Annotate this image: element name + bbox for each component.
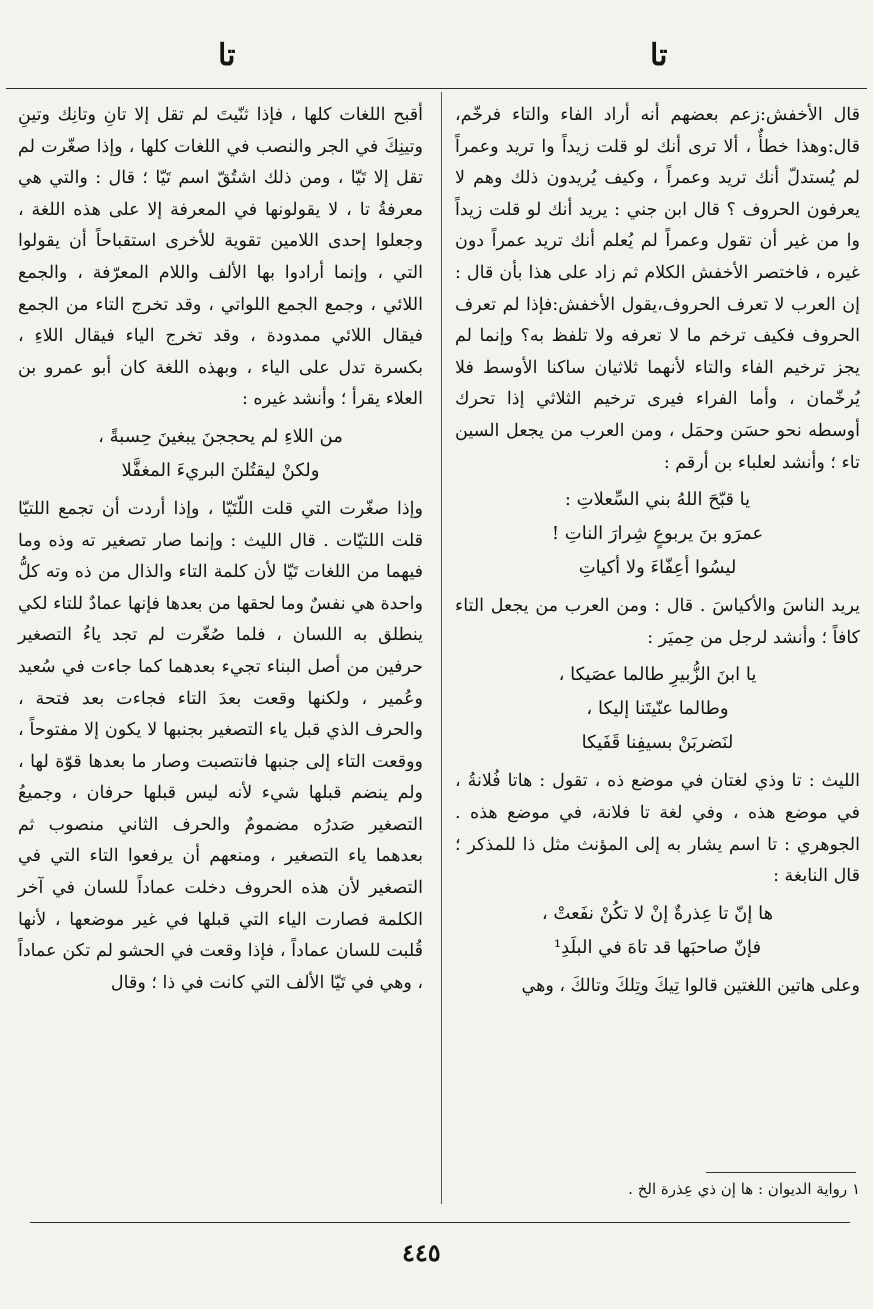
- footnote: ١ رواية الديوان : ها إن ذي عِذرة الخ .: [628, 1180, 860, 1198]
- verse-line: يا ابنَ الزُّبيرِ طالما عصَيكا ،: [558, 664, 757, 686]
- verse-line: ليسُوا أعِفّاءَ ولا أكياتِ: [578, 557, 737, 579]
- left-column: [18, 100, 423, 999]
- right-verse-3: [455, 897, 860, 965]
- header-word-right: تا: [650, 38, 668, 73]
- verse-line: ولكنْ ليقتُلنَ البريءَ المغفَّلا: [121, 459, 320, 481]
- verse-line: ها إنّ تا عِذرةٌ إنْ لا تكُنْ نفَعتْ ،: [541, 902, 774, 924]
- column-separator: [441, 92, 442, 1204]
- verse-line: من اللاءِ لم يحججنَ يبغينَ حِسبةً ،: [98, 425, 343, 447]
- footer-rule: [30, 1222, 850, 1223]
- right-paragraph-2: يريد الناسَ والأكياسَ . قال : ومن العرب من يجعل التاء كافاً ؛ وأنشد لرجل من حِميَر :: [455, 596, 860, 648]
- right-column: [455, 100, 860, 1002]
- verse-line: وطالما عنّيتَنا إليكا ،: [586, 698, 729, 720]
- right-paragraph-1: قال الأخفش:زعم بعضهم أنه أراد الفاء والتاء فرخّم، قال:وهذا خطأٌ ، ألا ترى أنك لو قلت زيداً وا تريد وعمراً لم يُستدلّ أنك تريد وعمراً ، وكيف يُريدون ذلك وهم لا يعرفون الحروف ؟ قال ابن جني : يريد أنك لو قلت زيداً وا من غير أن تقول وعمراً لم يُعلم أنك تريد عمراً دون غيره ، فاختصر الأخفش الكلام ثم زاد على هذا بأن قال : إن العرب لا تعرف الحروف،يقول الأخفش:فإذا لم تعرف الحروف فكيف ترخم ما لا تعرفه ولا تلفظ به؟ وإنما لم يجز ترخيم الفاء والتاء لأنهما ثلاثيان ساكنا الأوسط فلا يُرخّمان ، وأما الفراء فيرى ترخيم الثلاثي إذا تحرك أوسطه نحو حسَن وحمَل ، ومن العرب من يجعل السين تاء ؛ وأنشد لعلباء بن أرقم :: [455, 105, 860, 473]
- verse-line: يا قبّحَ اللهُ بني السِّعلاتِ :: [564, 489, 751, 511]
- right-paragraph-3: الليث : تا وذي لغتان في موضع ذه ، تقول : هاتا فُلانةُ ، في موضع هذه ، وفي لغة تا فلانة، في موضع هذه . الجوهري : تا اسم يشار به إلى المؤنث مثل ذا للمذكر ؛ قال النابغة :: [455, 771, 860, 887]
- header-word-left: تا: [218, 38, 236, 73]
- right-paragraph-4: وعلى هاتين اللغتين قالوا تِيكَ وتِلكَ وتالكَ ، وهي: [521, 975, 860, 996]
- right-verse-2: [455, 658, 860, 760]
- header-rule: [6, 88, 867, 89]
- right-verse-1: [455, 483, 860, 585]
- left-paragraph-2: وإذا صغّرت التي قلت اللّتَيّا ، وإذا أردت أن تجمع اللتيّا قلت اللتيّات . قال الليث : وإنما صار تصغير ته وذه وما فيهما من اللغات تَيّا لأن كلمة التاء والذال من ذه وته كلُّ واحدة هي نفسٌ وما لحقها من بعدها فإنها عمادٌ للتاء لكي ينطلق به اللسان ، فلما صُغّرت لم تجد ياءُ التصغير حرفين من أصل البناء تجيء بعدهما كما جاءت في سُعيد وعُمير ، ولكنها وقعت بعدَ التاء فجاءت بعد فتحة ، والحرف الذي قبل ياء التصغير بجنبها لا يكون إلا مفتوحاً ، ووقعت التاء إلى جنبها فانتصبت وصار ما بعدها قوّة لها ، ولم ينضم قبلها شيء لأنه ليس قبلها حرفان ، وجميعُ التصغير صَدرُه مضمومٌ والحرف الثاني منصوب ثم بعدهما ياء التصغير ، ومنعهم أن يرفعوا التاء التي في التصغير لأن هذه الحروف دخلت عماداً للسان في آخر الكلمة فصارت الياء التي قبلها في غير موضعها ، لأنها قُلبت للسان عماداً ، فإذا وقعت في الحشو لم تكن عماداً ، وهي في تَيّا الألف التي كانت في ذا ؛ وقال: [18, 498, 423, 993]
- verse-line: لنَضربَنْ بسيفِنا قَفَيكا: [581, 732, 734, 754]
- left-paragraph-1: أقبح اللغات كلها ، فإذا ثنّيتَ لم تقل إلا تانِ وتانِك وتينِ وتينِكَ في الجر والنصب في اللغات كلها ، وإذا صغّرت لم تقل إلا تَيّا ، ومن ذلك اشتُقّ اسم تَيّا ؛ قال : والتي هي معرفةُ تا ، لا يقولونها في المعرفة إلا على هذه اللغة ، وجعلوا إحدى اللامين تقوية للأخرى استقباحاً أن يقولوا التي ، وإنما أرادوا بها الألف واللام المعرّفة ، والجمع اللائي ، وجمع الجمع اللواتي ، وقد تخرج التاء من الجمع فيقال اللائي ممدودة ، وقد تخرج الياء فيقال اللاءِ ، بكسرة تدل على الياء ، وبهذه اللغة كان أبو عمرو بن العلاء يقرأ ؛ وأنشد غيره :: [18, 105, 423, 410]
- verse-line: فإنّ صاحبَها قد تاهَ في البلَدِ¹: [553, 936, 762, 958]
- footnote-rule: [706, 1172, 856, 1173]
- page-number: ٤٤٥: [402, 1238, 441, 1267]
- verse-line: عمرَو بنَ يربوعٍ شِرارَ الناتِ !: [551, 523, 764, 545]
- left-verse-1: [18, 420, 423, 488]
